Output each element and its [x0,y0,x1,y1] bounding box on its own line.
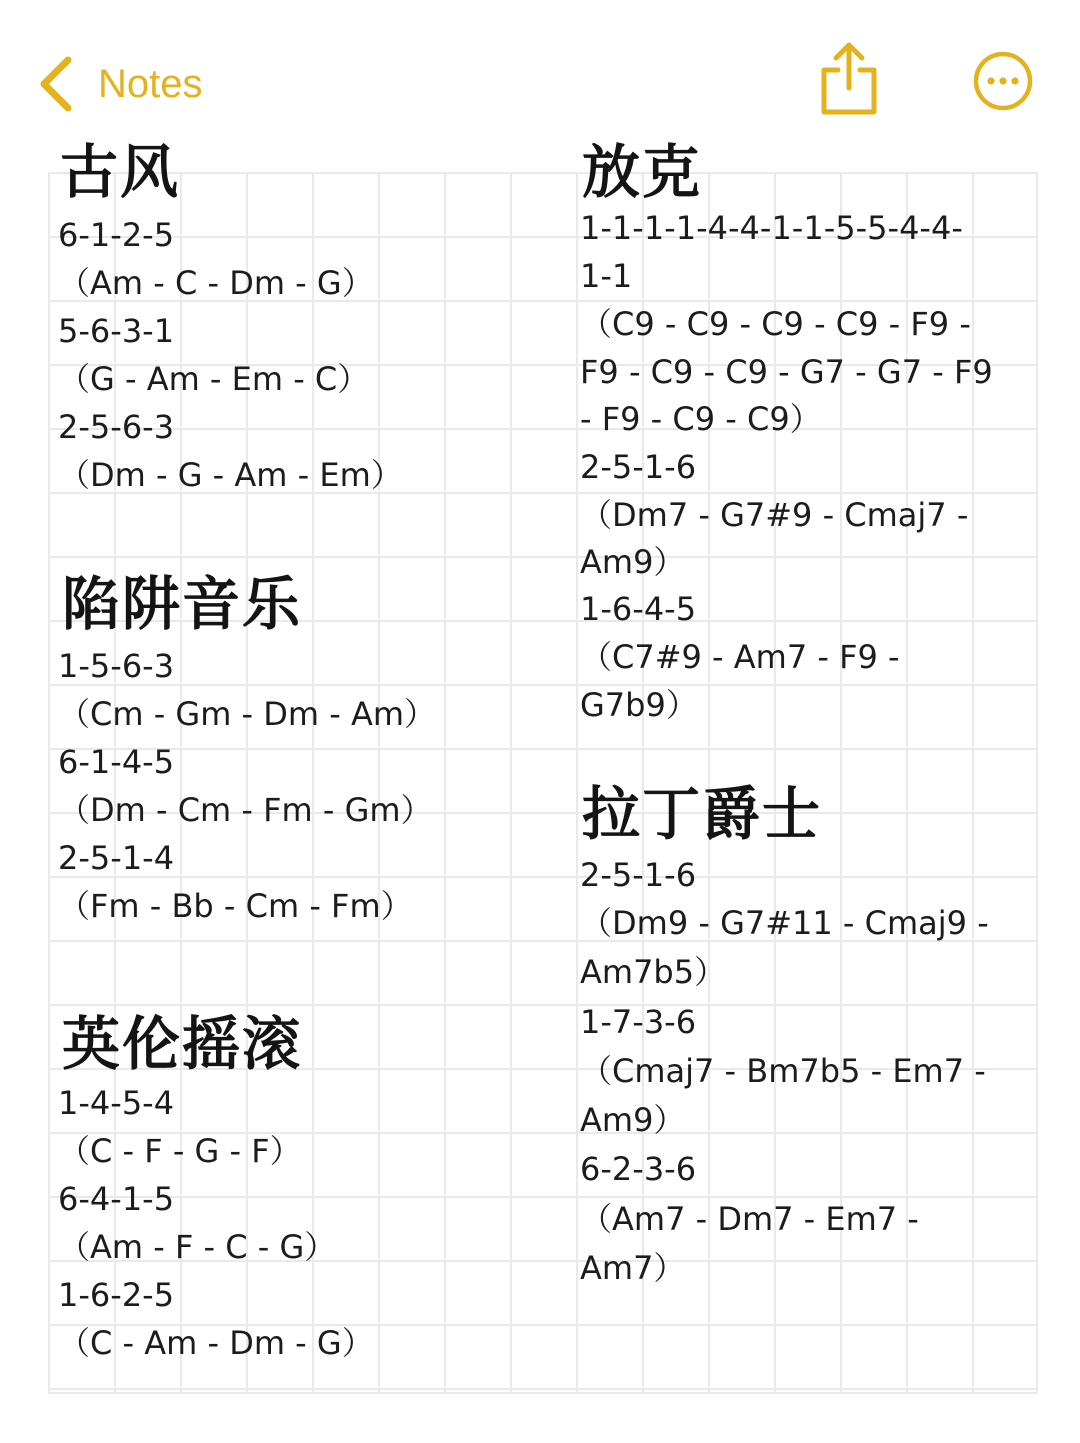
chord-line: 2-5-1-4 [58,839,175,877]
chord-line: Am7） [580,1249,686,1287]
chord-line: Am7b5） [580,953,727,991]
section-title-trap: 陷阱音乐 [62,570,303,638]
chord-line: （Am7 - Dm7 - Em7 - [580,1200,919,1238]
chord-line: F9 - C9 - C9 - G7 - G7 - F9 [580,353,993,391]
chord-line: 2-5-1-6 [580,448,697,486]
back-button[interactable] [38,52,203,116]
chord-line: （Am - F - C - G） [58,1228,337,1266]
chord-line: （C - Am - Dm - G） [58,1324,374,1362]
share-button[interactable] [816,40,882,116]
section-title-britrock: 英伦摇滚 [62,1010,303,1078]
chord-line: 2-5-6-3 [58,408,175,446]
chord-line: 2-5-1-6 [580,856,697,894]
chord-line: 6-1-2-5 [58,216,175,254]
chord-line: （Dm - Cm - Fm - Gm） [58,791,433,829]
back-label: Notes [98,61,203,106]
chord-line: （C7#9 - Am7 - F9 - [580,638,900,676]
section-title-funk: 放克 [582,138,703,206]
chord-line: （Am - C - Dm - G） [58,264,374,302]
chord-line: 5-6-3-1 [58,312,175,350]
chord-line: 6-4-1-5 [58,1180,175,1218]
chevron-left-icon [38,56,74,112]
chord-line: （C9 - C9 - C9 - C9 - F9 - [580,305,971,343]
chord-line: （Cm - Gm - Dm - Am） [58,695,437,733]
chord-line: （G - Am - Em - C） [58,360,370,398]
chord-line: （Cmaj7 - Bm7b5 - Em7 - [580,1052,986,1090]
chord-line: 6-1-4-5 [58,743,175,781]
chord-line: 1-5-6-3 [58,647,175,685]
chord-line: （Dm7 - G7#9 - Cmaj7 - [580,496,969,534]
section-title-latinjazz: 拉丁爵士 [582,780,823,848]
section-title-gufeng: 古风 [60,138,181,206]
chord-line: 1-7-3-6 [580,1003,697,1041]
share-icon [816,101,882,120]
chord-line: 1-4-5-4 [58,1084,175,1122]
chord-line: 1-1-1-1-4-4-1-1-5-5-4-4- [580,209,963,247]
ellipsis-circle-icon [972,97,1034,116]
chord-line: （Fm - Bb - Cm - Fm） [58,887,413,925]
chord-line: 1-1 [580,257,633,295]
chord-line: （Dm9 - G7#11 - Cmaj9 - [580,904,989,942]
chord-line: - F9 - C9 - C9） [580,400,822,438]
chord-line: Am9） [580,543,686,581]
chord-line: G7b9） [580,686,698,724]
chord-line: 6-2-3-6 [580,1150,697,1188]
chord-line: （Dm - G - Am - Em） [58,456,403,494]
more-button[interactable] [972,50,1034,112]
chord-line: 1-6-2-5 [58,1276,175,1314]
chord-line: Am9） [580,1101,686,1139]
chord-line: （C - F - G - F） [58,1132,302,1170]
chord-line: 1-6-4-5 [580,590,697,628]
